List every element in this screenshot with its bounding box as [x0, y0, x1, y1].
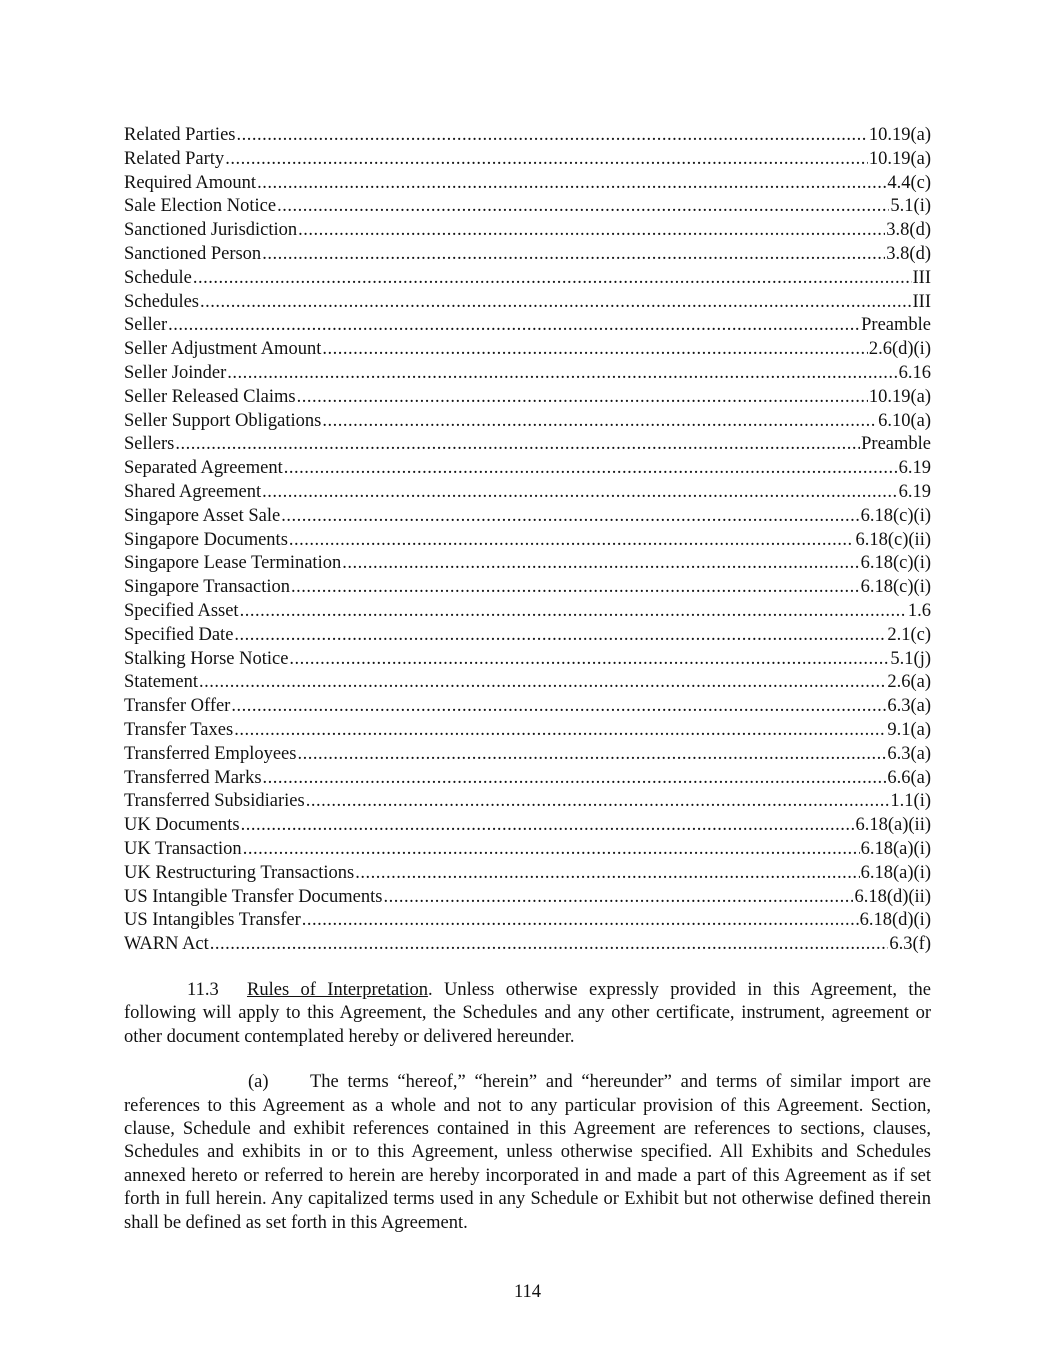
index-term: Transferred Subsidiaries	[124, 791, 305, 812]
index-term: Schedules	[124, 291, 200, 312]
dot-leader	[240, 600, 907, 624]
index-reference: 10.19(a)	[868, 386, 931, 407]
dot-leader	[306, 790, 890, 814]
index-term: UK Restructuring Transactions	[124, 862, 355, 883]
index-term: Transfer Taxes	[124, 719, 234, 740]
index-entry	[124, 505, 931, 529]
index-term: Required Amount	[124, 172, 257, 193]
index-term: Singapore Transaction	[124, 577, 290, 598]
index-reference: 6.6(a)	[887, 767, 931, 788]
dot-leader	[263, 767, 887, 791]
index-reference: 2.6(d)(i)	[868, 339, 931, 360]
dot-leader	[291, 576, 860, 600]
index-entry	[124, 362, 931, 386]
dot-leader	[281, 505, 859, 529]
index-reference: 6.3(a)	[887, 696, 931, 717]
section-heading: Rules of Interpretation	[247, 979, 428, 1000]
index-entry	[124, 410, 931, 434]
index-term: Sellers	[124, 434, 175, 455]
index-reference: 4.4(c)	[887, 172, 931, 193]
index-reference: 6.3(f)	[889, 934, 931, 955]
index-entry	[124, 338, 931, 362]
index-entry	[124, 671, 931, 695]
index-entry	[124, 933, 931, 957]
index-reference: 3.8(d)	[886, 243, 931, 264]
index-term: UK Transaction	[124, 838, 242, 859]
index-reference: 6.18(c)(i)	[860, 577, 931, 598]
index-reference: 10.19(a)	[868, 148, 931, 169]
index-term: Seller Support Obligations	[124, 410, 322, 431]
index-term: Singapore Lease Termination	[124, 553, 342, 574]
document-page	[124, 124, 931, 1253]
index-term: Sanctioned Jurisdiction	[124, 220, 298, 241]
index-reference: 6.18(c)(ii)	[855, 529, 931, 550]
index-entry	[124, 291, 931, 315]
index-entry	[124, 433, 931, 457]
index-reference: 6.18(a)(ii)	[855, 815, 931, 836]
dot-leader	[175, 433, 860, 457]
index-entry	[124, 314, 931, 338]
index-entry	[124, 552, 931, 576]
index-term: Seller Released Claims	[124, 386, 296, 407]
index-reference: 6.18(a)(i)	[860, 862, 931, 883]
index-entry	[124, 576, 931, 600]
index-entry	[124, 124, 931, 148]
dot-leader	[289, 529, 855, 553]
dot-leader	[234, 719, 886, 743]
clause-text: The terms “hereof,” “herein” and “hereunder” and terms of similar import are references to this Agreement as a whole and not to any particular provision of this Agreement. Section, clause, Schedule and exhibit references contained in this Agreement are references to sections, clauses, Schedules and exhibits in or to this Agreement, unless otherwise specified. All Exhibits and Schedules annexed hereto or referred to herein are hereby incorporated in and made a part of this Agreement as if set forth in full herein. Any capitalized terms used in any Schedule or Exhibit but not otherwise defined therein shall be defined as set forth in this Agreement.	[124, 1072, 931, 1233]
index-reference: 6.18(d)(ii)	[854, 886, 931, 907]
index-term: Schedule	[124, 267, 192, 288]
index-term: Singapore Asset Sale	[124, 505, 281, 526]
index-reference: 2.1(c)	[887, 624, 931, 645]
dot-leader	[262, 243, 885, 267]
index-reference: 6.10(a)	[878, 410, 931, 431]
index-term: Specified Asset	[124, 600, 239, 621]
index-entry	[124, 790, 931, 814]
dot-leader	[227, 362, 897, 386]
index-term: WARN Act	[124, 934, 209, 955]
index-reference: 2.6(a)	[887, 672, 931, 693]
index-entry	[124, 386, 931, 410]
index-entry	[124, 172, 931, 196]
dot-leader	[231, 695, 886, 719]
index-reference: 5.1(j)	[890, 648, 931, 669]
dot-leader	[297, 386, 868, 410]
dot-leader	[210, 933, 889, 957]
section-number: 11.3	[187, 979, 219, 1000]
index-entry	[124, 886, 931, 910]
dot-leader	[322, 410, 877, 434]
index-entry	[124, 600, 931, 624]
index-entry	[124, 743, 931, 767]
dot-leader	[262, 481, 897, 505]
index-term: Sale Election Notice	[124, 196, 277, 217]
dot-leader	[236, 124, 867, 148]
index-reference: 6.18(a)(i)	[860, 838, 931, 859]
index-reference: III	[912, 267, 931, 288]
index-reference: 9.1(a)	[887, 719, 931, 740]
index-term: Transferred Marks	[124, 767, 262, 788]
index-entry	[124, 767, 931, 791]
index-entry	[124, 695, 931, 719]
index-term: UK Documents	[124, 815, 240, 836]
index-entry	[124, 719, 931, 743]
dot-leader	[193, 267, 912, 291]
index-term: Stalking Horse Notice	[124, 648, 289, 669]
index-term: Sanctioned Person	[124, 243, 262, 264]
clause-label: (a)	[248, 1072, 269, 1093]
dot-leader	[297, 743, 886, 767]
index-reference: 6.19	[898, 481, 931, 502]
index-entry	[124, 267, 931, 291]
index-reference: 6.3(a)	[887, 743, 931, 764]
index-term: Transfer Offer	[124, 696, 231, 717]
dot-leader	[383, 886, 853, 910]
dot-leader	[284, 457, 898, 481]
page-number: 114	[513, 1282, 542, 1302]
dot-leader	[234, 624, 886, 648]
index-entry	[124, 624, 931, 648]
dot-leader	[277, 195, 889, 219]
index-term: Transferred Employees	[124, 743, 297, 764]
index-term: Separated Agreement	[124, 458, 283, 479]
index-reference: 5.1(i)	[890, 196, 931, 217]
dot-leader	[200, 291, 912, 315]
index-reference: 6.18(c)(i)	[860, 553, 931, 574]
index-term: US Intangible Transfer Documents	[124, 886, 383, 907]
dot-leader	[257, 172, 886, 196]
index-term: Seller	[124, 315, 168, 336]
index-reference: 10.19(a)	[868, 125, 931, 145]
index-reference: 6.16	[898, 362, 931, 383]
dot-leader	[289, 648, 889, 672]
index-reference: 1.1(i)	[890, 791, 931, 812]
index-entry	[124, 814, 931, 838]
index-reference: 1.6	[907, 600, 931, 621]
index-term: Statement	[124, 672, 198, 693]
index-term: Related Party	[124, 148, 225, 169]
index-term: Specified Date	[124, 624, 234, 645]
index-entry	[124, 529, 931, 553]
dot-leader	[241, 814, 855, 838]
index-entry	[124, 648, 931, 672]
index-reference: III	[912, 291, 931, 312]
index-entry	[124, 243, 931, 267]
index-term: Shared Agreement	[124, 481, 262, 502]
section-text: . Unless otherwise expressly provided in this Agreement, the following will apply to this Agreement, the Schedules and any other certificate, instrument, agreement or other document contemplated hereby or delivered hereunder.	[124, 979, 931, 1047]
index-reference: 6.19	[898, 458, 931, 479]
index-entry	[124, 862, 931, 886]
index-term: Seller Adjustment Amount	[124, 339, 322, 360]
index-entry	[124, 481, 931, 505]
index-entry	[124, 219, 931, 243]
index-entry	[124, 195, 931, 219]
index-reference: 3.8(d)	[886, 220, 931, 241]
index-term: US Intangibles Transfer	[124, 910, 301, 931]
index-entry	[124, 909, 931, 933]
dot-leader	[342, 552, 859, 576]
index-reference: 6.18(c)(i)	[860, 505, 931, 526]
index-reference: 6.18(d)(i)	[859, 910, 931, 931]
section-11-3	[124, 979, 931, 1049]
index-reference: Preamble	[861, 434, 931, 455]
index-reference: Preamble	[861, 315, 931, 336]
dot-leader	[225, 148, 868, 172]
dot-leader	[243, 838, 860, 862]
dot-leader	[298, 219, 885, 243]
index-entry	[124, 148, 931, 172]
dot-leader	[302, 909, 859, 933]
index-term: Related Parties	[124, 125, 236, 145]
index-entry	[124, 838, 931, 862]
clause-a	[124, 1071, 931, 1235]
dot-leader	[355, 862, 859, 886]
index-term: Seller Joinder	[124, 362, 227, 383]
dot-leader	[199, 671, 886, 695]
dot-leader	[168, 314, 860, 338]
dot-leader	[322, 338, 867, 362]
index-term: Singapore Documents	[124, 529, 288, 550]
index-entry	[124, 457, 931, 481]
defined-terms-index	[124, 124, 931, 957]
